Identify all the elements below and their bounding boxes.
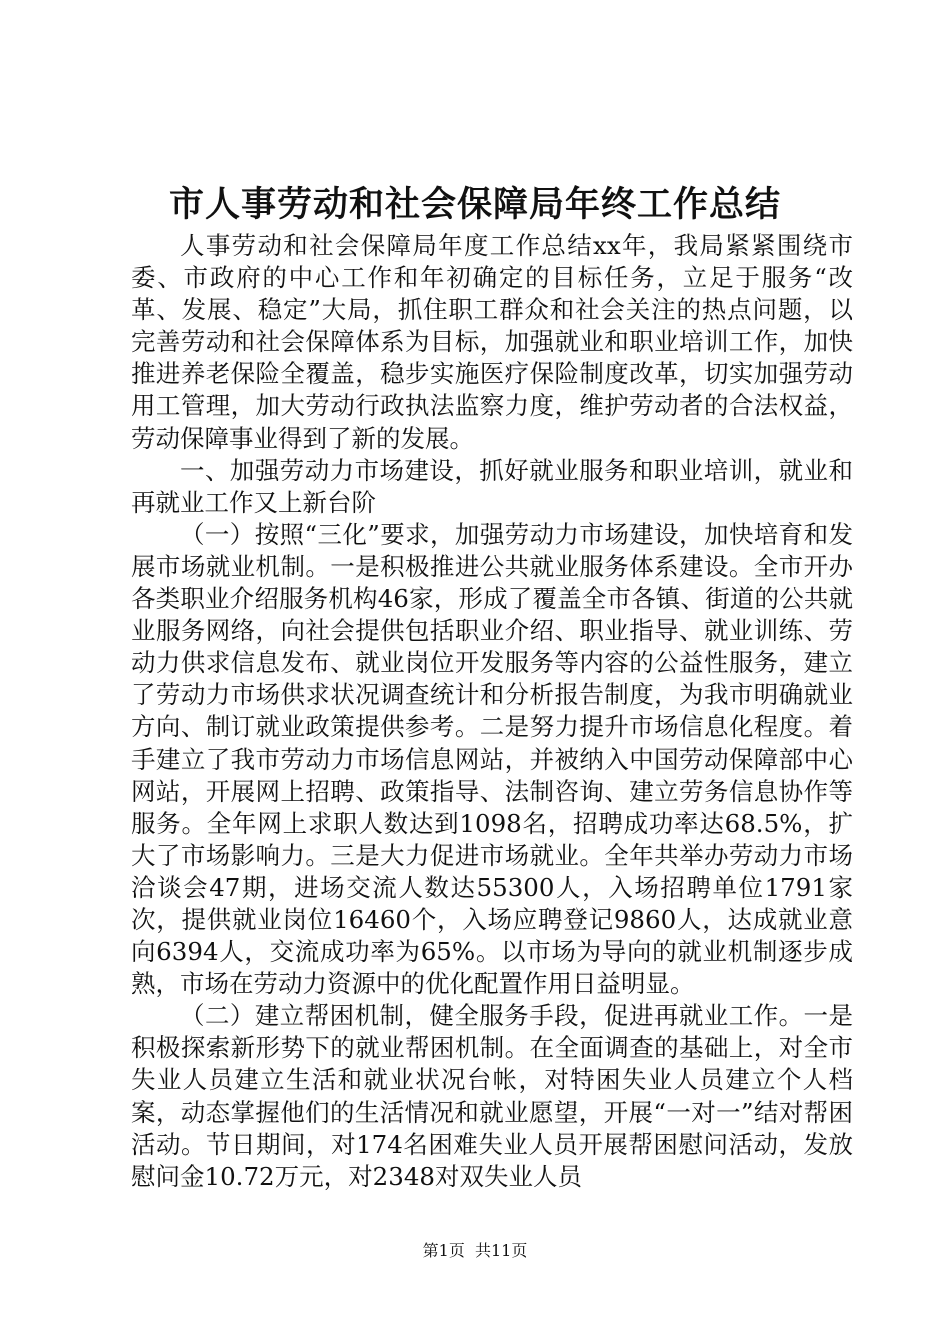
subsection-paragraph-2: （二）建立帮困机制，健全服务手段，促进再就业工作。一是积极探索新形势下的就业帮困机制。在全面调查的基础上，对全市失业人员建立生活和就业状况台帐，对特困失业人员建立个人档案，动态掌握他们的生活情况和就业愿望，开展“一对一”结对帮困活动。节日期间，对174名困难失业人员开展帮困慰问活动，发放慰问金10.72万元，对2348对双失业人员 — [131, 1001, 853, 1191]
document-body — [131, 230, 853, 1193]
subsection-paragraph-1: （一）按照“三化”要求，加强劳动力市场建设，加快培育和发展市场就业机制。一是积极推进公共就业服务体系建设。全市开办各类职业介绍服务机构46家，形成了覆盖全市各镇、街道的公共就业服务网络，向社会提供包括职业介绍、职业指导、就业训练、劳动力供求信息发布、就业岗位开发服务等内容的公益性服务，建立了劳动力市场供求状况调查统计和分析报告制度，为我市明确就业方向、制订就业政策提供参考。二是努力提升市场信息化程度。着手建立了我市劳动力市场信息网站，并被纳入中国劳动保障部中心网站，开展网上招聘、政策指导、法制咨询、建立劳务信息协作等服务。全年网上求职人数达到1098名，招聘成功率达68.5%，扩大了市场影响力。三是大力促进市场就业。全年共举办劳动力市场洽谈会47期，进场交流人数达55300人，入场招聘单位1791家次，提供就业岗位16460个，入场应聘登记9860人，达成就业意向6394人，交流成功率为65%。以市场为导向的就业机制逐步成熟，市场在劳动力资源中的优化配置作用日益明显。 — [131, 519, 853, 999]
page-number-footer: 第1页 共11页 — [422, 1241, 528, 1260]
intro-paragraph: 人事劳动和社会保障局年度工作总结xx年，我局紧紧围绕市委、市政府的中心工作和年初确定的目标任务，立足于服务“改革、发展、稳定”大局，抓住职工群众和社会关注的热点问题，以完善劳动和社会保障体系为目标，加强就业和职业培训工作，加快推进养老保险全覆盖，稳步实施医疗保险制度改革，切实加强劳动用工管理，加大劳动行政执法监察力度，维护劳动者的合法权益，劳动保障事业得到了新的发展。 — [131, 231, 853, 453]
section-heading-1: 一、加强劳动力市场建设，抓好就业服务和职业培训，就业和再就业工作又上新台阶 — [131, 455, 853, 517]
document-title: 市人事劳动和社会保障局年终工作总结 — [168, 184, 781, 225]
